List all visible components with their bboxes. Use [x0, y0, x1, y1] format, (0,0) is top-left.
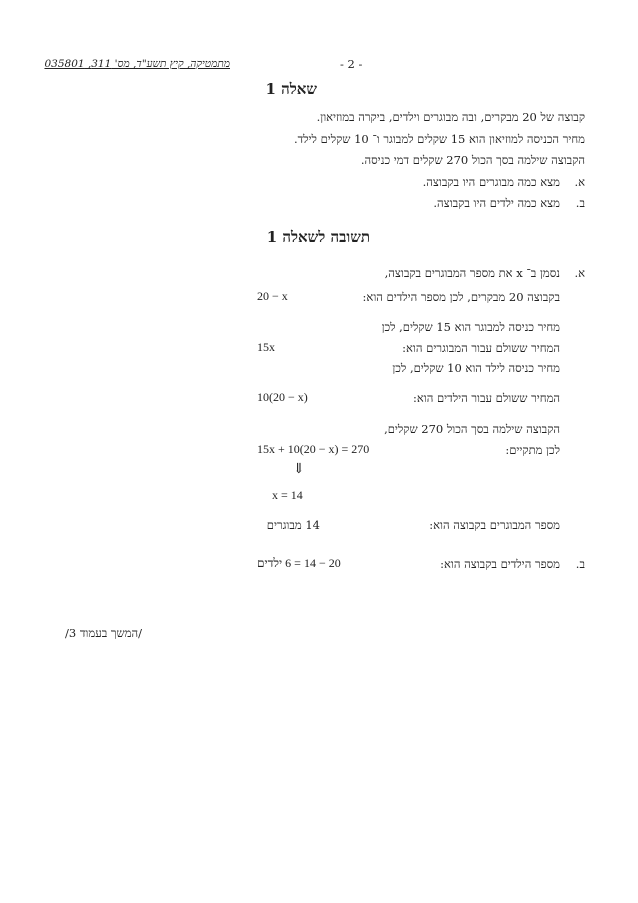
answer-children-count-value: 20 − 14 = 6 ילדים	[257, 556, 341, 570]
answer-child-paid: המחיר ששולם עבור הילדים הוא:	[412, 391, 560, 405]
answer-adult-paid: המחיר ששולם עבור המבוגרים הוא:	[402, 341, 560, 355]
answer-adult-paid-expr: 15x	[257, 340, 275, 354]
question-item-a-label: א.	[574, 175, 585, 189]
answer-title: תשובה לשאלה 1	[266, 228, 370, 246]
footer-continued: /המשך בעמוד 3/	[65, 626, 142, 640]
implies-arrow: ⇓	[293, 462, 305, 477]
answer-total-paid: הקבוצה שילמה בסך הכול 270 שקלים,	[384, 422, 560, 436]
question-line-1: קבוצה של 20 מבקרים, ובה מבוגרים וילדים, ביקרה במוזיאון.	[316, 110, 585, 124]
question-item-b-label: ב.	[575, 196, 585, 210]
page-number: - 2 -	[340, 57, 363, 71]
answer-child-paid-expr: 10(20 − x)	[257, 390, 308, 404]
answer-in-group: בקבוצה 20 מבקרים, לכן מספר הילדים הוא:	[362, 290, 560, 304]
answer-in-group-expr: 20 − x	[257, 289, 288, 303]
question-title: שאלה 1	[265, 80, 317, 98]
answer-children-count-label: מספר הילדים בקבוצה הוא:	[440, 557, 560, 571]
question-item-a-text: מצא כמה מבוגרים היו בקבוצה.	[422, 175, 560, 189]
answer-child-price: מחיר כניסה לילד הוא 10 שקלים, לכן	[392, 361, 560, 375]
question-line-3: הקבוצה שילמה בסך הכול 270 שקלים דמי כניסה.	[360, 153, 585, 167]
answer-adults-count-label: מספר המבוגרים בקבוצה הוא:	[429, 518, 560, 532]
question-item-b-text: מצא כמה ילדים היו בקבוצה.	[433, 196, 560, 210]
answer-holds: לכן מתקיים:	[505, 443, 560, 457]
answer-part-a-label: א.	[574, 266, 585, 280]
answer-adults-count-value: 14 מבוגרים	[266, 518, 320, 532]
answer-let-x: נסמן ב־ x את מספר המבוגרים בקבוצה,	[384, 266, 560, 280]
answer-part-b-label: ב.	[575, 557, 585, 571]
answer-adult-price: מחיר כניסה למבוגר הוא 15 שקלים, לכן	[381, 320, 560, 334]
header-course-info: מתמטיקה, קיץ תשע"ד, מס' 311, 035801	[44, 58, 230, 70]
question-line-2: מחיר הכניסה למוזיאון הוא 15 שקלים למבוגר ו־ 10 שקלים לילד.	[293, 132, 585, 146]
answer-equation: 15x + 10(20 − x) = 270	[257, 442, 370, 456]
answer-solution: x = 14	[272, 488, 303, 502]
